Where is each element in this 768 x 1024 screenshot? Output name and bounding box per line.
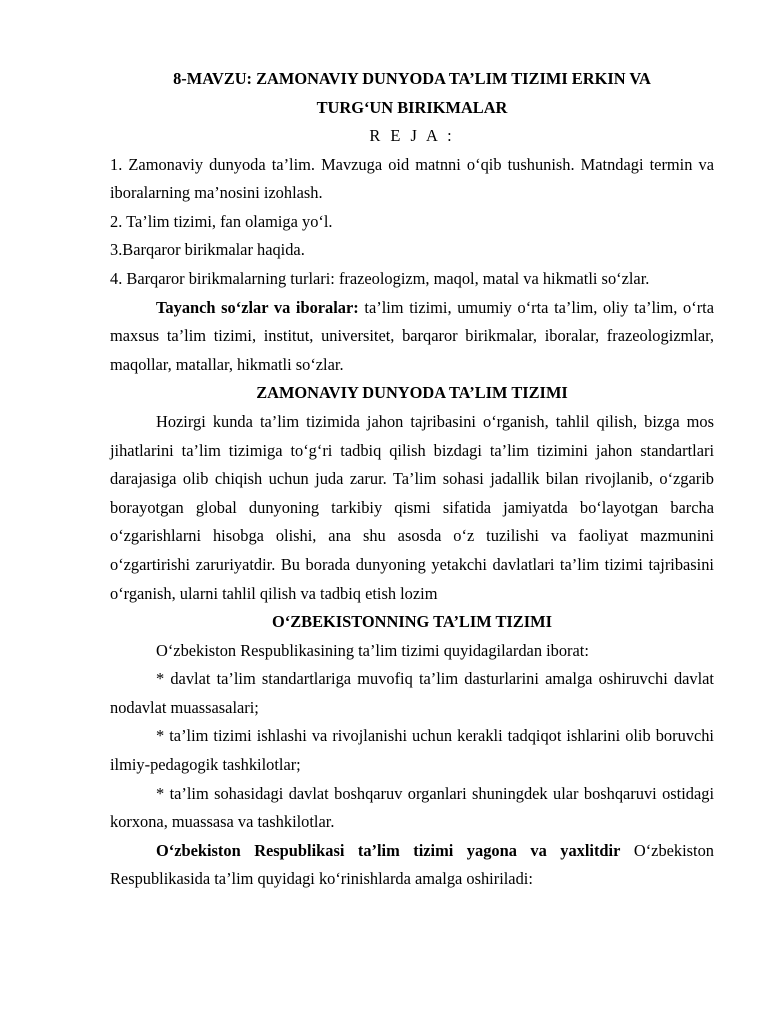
plan-item: 1. Zamonaviy dunyoda ta’lim. Mavzuga oid matnni o‘qib tushunish. Matndagi termin va iboralarning ma’nosini izohlash.	[110, 154, 714, 203]
keywords-label: Tayanch so‘zlar va iboralar:	[156, 297, 359, 317]
keywords-text: ta’lim tizimi, umumiy o‘rta ta’lim, oliy ta’lim, o‘rta maxsus ta’lim tizimi, institut, universitet, barqaror birikmalar, iboralar, frazeologizmlar, maqollar, matallar, hikmatli so‘zlar.	[110, 297, 715, 374]
plan-item: 4. Barqaror birikmalarning turlari: frazeologizm, maqol, matal va hikmatli so‘zlar.	[110, 268, 650, 288]
document-title-line-2: TURG‘UN BIRIKMALAR	[316, 98, 508, 117]
document-title-line-1: 8-MAVZU: ZAMONAVIY DUNYODA TA’LIM TIZIMI ERKIN VA	[173, 69, 651, 88]
keywords-paragraph	[110, 294, 714, 380]
plan-item: 2. Ta’lim tizimi, fan olamiga yo‘l.	[110, 211, 333, 231]
list-item: * ta’lim tizimi ishlashi va rivojlanishi uchun kerakli tadqiqot ishlarini olib boruvchi ilmiy-pedagogik tashkilotlar;	[110, 726, 714, 775]
closing-text: O‘zbekiston Respublikasida ta’lim quyidagi ko‘rinishlarda amalga oshiriladi:	[110, 840, 715, 889]
section-paragraph: Hozirgi kunda ta’lim tizimida jahon tajribasini o‘rganish, tahlil qilish, bizga mos jihatlarini ta’lim tizimiga to‘g‘ri tadbiq qilish bizdagi ta’lim tizimini jahon standartlari darajasiga olib chiqish uchun juda zarur. Ta’lim sohasi jadallik bilan rivojlanib, o‘zgarib borayotgan global dunyoning tarkibiy qismi sifatida jamiyatda bo‘layotgan barcha o‘zgarishlarni hisobga olishi, ana shu asosda o‘z tuzilishi va faoliyat mazmunini o‘zgartirishi zaruriyatdir. Bu borada dunyoning yetakchi davlatlari ta’lim tizimi tajribasini o‘rganish, ularni tahlil qilish va tadbiq etish lozim	[110, 411, 714, 603]
closing-paragraph	[110, 837, 714, 894]
plan-label: R E J A :	[369, 126, 455, 145]
list-item: * ta’lim sohasidagi davlat boshqaruv organlari shuningdek ular boshqaruvi ostidagi korxona, muassasa va tashkilotlar.	[110, 783, 714, 832]
plan-list	[110, 151, 714, 294]
section-intro: O‘zbekiston Respublikasining ta’lim tizimi quyidagilardan iborat:	[156, 640, 589, 660]
plan-item: 3.Barqaror birikmalar haqida.	[110, 240, 305, 260]
section-heading-uzbekistan-education: O‘ZBEKISTONNING TA’LIM TIZIMI	[272, 612, 552, 632]
section-heading-modern-education: ZAMONAVIY DUNYODA TA’LIM TIZIMI	[256, 383, 568, 403]
list-item: * davlat ta’lim standartlariga muvofiq ta’lim dasturlarini amalga oshiruvchi davlat nodavlat muassasalari;	[110, 669, 714, 717]
closing-bold-text: O‘zbekiston Respublikasi ta’lim tizimi yagona va yaxlitdir	[156, 840, 621, 860]
